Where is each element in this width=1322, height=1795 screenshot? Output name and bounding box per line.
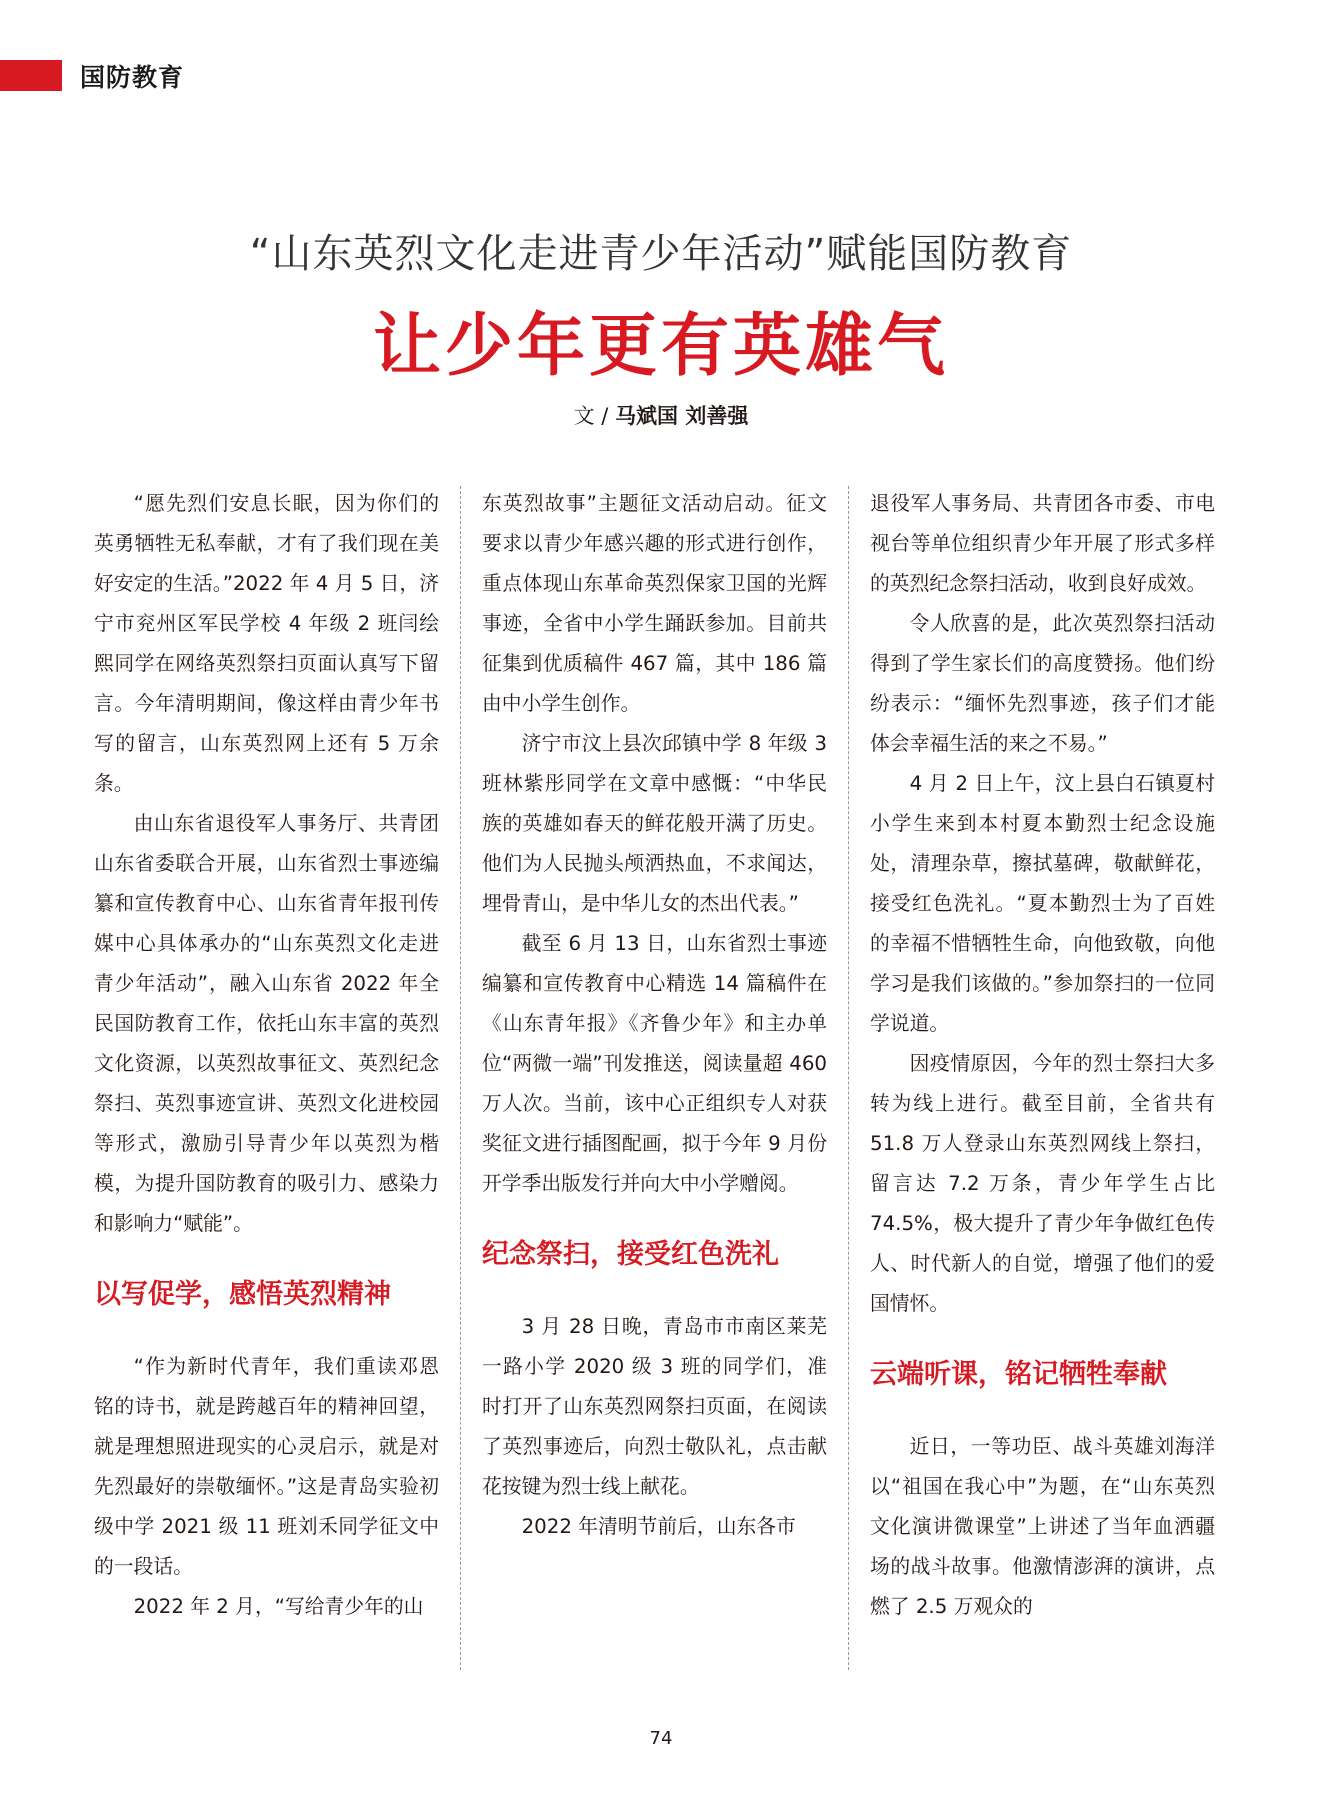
section-label: 国防教育 [80, 63, 185, 92]
byline [0, 400, 1322, 430]
column-3 [870, 484, 1215, 1627]
byline-prefix: 文 / [573, 404, 616, 428]
paragraph: 令人欣喜的是，此次英烈祭扫活动得到了学生家长们的高度赞扬。他们纷纷表示：“缅怀先烈事迹，孩子们才能体会幸福生活的来之不易。” [870, 612, 1215, 755]
article-subtitle: “山东英烈文化走进青少年活动”赋能国防教育 [249, 231, 1073, 277]
paragraph: 3 月 28 日晚，青岛市市南区莱芜一路小学 2020 级 3 班的同学们，准时打开了山东英烈网祭扫页面，在阅读了英烈事迹后，向烈士敬队礼，点击献花按键为烈士线上献花。 [482, 1315, 827, 1498]
column-1 [94, 484, 439, 1627]
paragraph: 济宁市汶上县次邱镇中学 8 年级 3 班林紫彤同学在文章中感慨：“中华民族的英雄如春天的鲜花般开满了历史。他们为人民抛头颅洒热血，不求闻达，埋骨青山，是中华儿女的杰出代表。” [482, 732, 827, 915]
section-heading: 云端听课，铭记牺牲奉献 [870, 1359, 1167, 1390]
paragraph: 因疫情原因，今年的烈士祭扫大多转为线上进行。截至目前，全省共有 51.8 万人登录山东英烈网线上祭扫，留言达 7.2 万条，青少年学生占比 74.5%，极大提升了青少年争做红色传人、时代新人的自觉，增强了他们的爱国情怀。 [870, 1052, 1215, 1315]
section-heading: 纪念祭扫，接受红色洗礼 [482, 1239, 779, 1270]
paragraph: 东英烈故事”主题征文活动启动。征文要求以青少年感兴趣的形式进行创作，重点体现山东革命英烈保家卫国的光辉事迹，全省中小学生踊跃参加。目前共征集到优质稿件 467 篇，其中 186 篇由中小学生创作。 [482, 492, 827, 715]
paragraph: 2022 年清明节前后，山东各市 [521, 1515, 796, 1538]
paragraph: 退役军人事务局、共青团各市委、市电视台等单位组织青少年开展了形式多样的英烈纪念祭扫活动，收到良好成效。 [870, 492, 1215, 595]
column-divider [848, 486, 849, 1670]
paragraph: 截至 6 月 13 日，山东省烈士事迹编纂和宣传教育中心精选 14 篇稿件在《山东青年报》《齐鲁少年》和主办单位“两微一端”刊发推送，阅读量超 460 万人次。当前，该中心正组织专人对获奖征文进行插图配画，拟于今年 9 月份开学季出版发行并向大中小学赠阅。 [482, 932, 827, 1195]
paragraph: 4 月 2 日上午，汶上县白石镇夏村小学生来到本村夏本勤烈士纪念设施处，清理杂草，擦拭墓碑，敬献鲜花，接受红色洗礼。“夏本勤烈士为了百姓的幸福不惜牺牲生命，向他致敬，向他学习是我们该做的。”参加祭扫的一位同学说道。 [870, 772, 1215, 1035]
section-heading: 以写促学，感悟英烈精神 [94, 1279, 391, 1310]
article-title: 让少年更有英雄气 [372, 306, 949, 386]
column-2 [482, 484, 827, 1547]
paragraph: “愿先烈们安息长眠，因为你们的英勇牺牲无私奉献，才有了我们现在美好安定的生活。”2022 年 4 月 5 日，济宁市兖州区军民学校 4 年级 2 班闫绘熙同学在网络英烈祭扫页面认真写下留言。今年清明期间，像这样由青少年书写的留言，山东英烈网上还有 5 万余条。 [94, 492, 439, 795]
column-divider [460, 486, 461, 1670]
paragraph: 近日，一等功臣、战斗英雄刘海洋以“祖国在我心中”为题，在“山东英烈文化演讲微课堂”上讲述了当年血洒疆场的战斗故事。他激情澎湃的演讲，点燃了 2.5 万观众的 [870, 1435, 1215, 1618]
paragraph: 2022 年 2 月，“写给青少年的山 [133, 1595, 424, 1618]
section-color-bar [0, 60, 62, 91]
byline-authors: 马斌国 刘善强 [615, 404, 749, 428]
page-number: 74 [649, 1728, 673, 1749]
paragraph: “作为新时代青年，我们重读邓恩铭的诗书，就是跨越百年的精神回望，就是理想照进现实的心灵启示，就是对先烈最好的崇敬缅怀。”这是青岛实验初级中学 2021 级 11 班刘禾同学征文中的一段话。 [94, 1355, 439, 1578]
paragraph: 由山东省退役军人事务厅、共青团山东省委联合开展，山东省烈士事迹编纂和宣传教育中心、山东省青年报刊传媒中心具体承办的“山东英烈文化走进青少年活动”，融入山东省 2022 年全民国防教育工作，依托山东丰富的英烈文化资源，以英烈故事征文、英烈纪念祭扫、英烈事迹宣讲、英烈文化进校园等形式，激励引导青少年以英烈为楷模，为提升国防教育的吸引力、感染力和影响力“赋能”。 [94, 812, 439, 1235]
